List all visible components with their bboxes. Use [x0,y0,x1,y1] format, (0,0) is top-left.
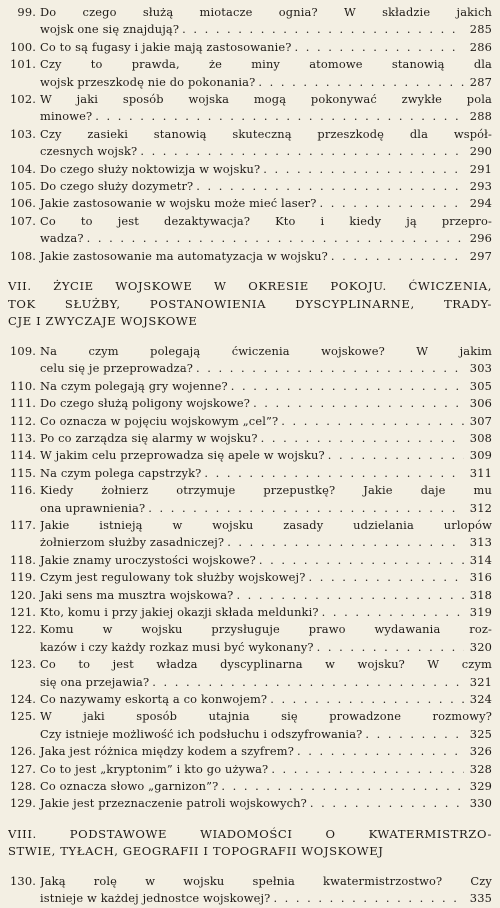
entry-body [40,395,492,412]
entry-text-line: żołnierzom służby zasadniczej? [40,535,225,550]
entry-number: 99. [17,5,36,19]
entry-body [40,126,492,161]
entry-text-line: Czym jest regulowany tok służby wojskowej? [40,570,306,585]
entry-number: 117. [10,517,36,532]
dot-leader [319,604,464,621]
entry-text-line: kazów i czy każdy rozkaz musi być wykonany? [40,639,314,654]
toc-entry [6,708,492,743]
section-heading [6,826,492,861]
entry-last-line [40,74,492,91]
entry-text-line: Jakie istnieją w wojsku zasady udzielania urlopów [40,517,492,532]
entry-text-line: czesnych wojsk? [40,144,138,159]
entry-body [40,378,492,395]
entry-page-number: 307 [469,413,492,428]
entry-text-line: Co nazywamy eskortą a co konwojem? [40,692,268,706]
entry-page-number: 288 [469,109,492,124]
entry-text-line: Co to jest władza dyscyplinarna w wojsku? W czym [40,657,492,672]
dot-leader [258,430,464,447]
entry-last-line [40,534,492,551]
entry-last-line [40,890,492,907]
entry-last-line [40,413,492,430]
entry-text-line: minowe? [40,109,93,124]
entry-number: 125. [10,709,36,724]
section-heading-line: VII. ŻYCIE WOJSKOWE W OKRESIE POKOJU. ĆWICZENIA, [8,279,492,294]
section-heading-line: TOK SŁUŻBY, POSTANOWIENIA DYSCYPLINARNE, TRADY- [8,296,492,311]
entry-page-number: 318 [469,587,492,602]
entry-text-line: W jakim celu przeprowadza się apele w wojsku? [40,448,325,463]
entry-text-line: Czy zasieki stanowią skuteczną przeszkodę dla współ- [40,126,492,141]
entry-number: 118. [10,552,36,567]
entry-page-number: 291 [469,161,492,176]
dot-leader [268,761,464,778]
toc-entry [6,56,492,91]
entry-body [40,743,492,760]
entry-last-line [40,465,492,482]
entry-text-line: Jakie zastosowanie ma automatyzacja w wojsku? [40,248,328,263]
entry-body [40,587,492,604]
entry-last-line [40,378,492,395]
entry-body [40,708,492,743]
entry-text-line: wadza? [40,231,84,246]
toc-entry [6,413,492,430]
entry-number: 111. [10,396,36,411]
entry-page-number: 316 [469,570,492,585]
toc-entry [6,378,492,395]
dot-leader [307,795,464,812]
toc-entry [6,4,492,39]
dot-leader [149,674,464,691]
toc-entry [6,517,492,552]
entry-text-line: Na czym polegają ćwiczenia wojskowe? W jakim [40,343,492,358]
toc-entry [6,795,492,812]
section-heading-line: STWIE, TYŁACH, GEOGRAFII I TOPOGRAFII WOJSKOWEJ [8,844,384,859]
entry-text-line: Do czego służą poligony wojskowe? [40,396,251,411]
section-heading-line: CJE I ZWYCZAJE WOJSKOWE [8,314,198,329]
entry-body [40,778,492,795]
entry-text-line: Komu w wojsku przysługuje prawo wydawania roz- [40,622,492,637]
toc-section [6,4,492,265]
dot-leader [317,195,464,212]
entry-last-line [40,726,492,743]
dot-leader [233,587,464,604]
entry-number: 121. [10,604,36,619]
toc-entry [6,761,492,778]
entry-number: 115. [10,465,36,480]
entry-number: 128. [10,779,36,794]
toc-entry [6,248,492,265]
entry-number: 112. [10,413,36,428]
dot-leader [92,108,464,125]
entry-last-line [40,143,492,160]
entry-last-line [40,761,492,778]
dot-leader [193,360,464,377]
entry-page-number: 296 [469,231,492,246]
entry-last-line [40,569,492,586]
entry-last-line [40,587,492,604]
entry-text-line: ona uprawnienia? [40,500,146,515]
entry-body [40,482,492,517]
entry-text-line: Czy to prawda, że miny atomowe stanowią dla [40,57,492,72]
entry-last-line [40,178,492,195]
entry-text-line: Co to jest dezaktywacja? Kto i kiedy ją przepro- [40,213,492,228]
entry-page-number: 308 [469,430,492,445]
toc-entry [6,126,492,161]
entry-page-number: 287 [469,74,492,89]
entry-text-line: Do czego służy noktowizja w wojsku? [40,161,261,176]
entry-number: 105. [10,179,36,194]
entry-body [40,178,492,195]
toc-entry [6,161,492,178]
entry-number: 124. [10,692,36,706]
entry-number: 102. [10,92,36,107]
entry-page-number: 330 [469,796,492,811]
entry-text-line: się ona przejawia? [40,674,150,689]
entry-body [40,656,492,691]
entry-text-line: Do czego służy dozymetr? [40,179,194,194]
dot-leader [179,21,464,38]
entry-body [40,413,492,430]
dot-leader [270,890,464,907]
toc-entry [6,621,492,656]
entry-body [40,4,492,39]
entry-page-number: 325 [469,726,492,741]
entry-text-line: Co oznacza słowo „garnizon”? [40,779,219,794]
entry-page-number: 290 [469,144,492,159]
dot-leader [267,691,464,708]
toc-entry [6,569,492,586]
entry-body [40,604,492,621]
entry-number: 101. [10,57,36,72]
entry-number: 122. [10,622,36,637]
entry-text-line: W jaki sposób utajnia się prowadzone rozmowy? [40,709,492,724]
entry-number: 130. [10,874,36,889]
dot-leader [260,161,464,178]
entry-number: 107. [10,213,36,228]
entry-page-number: 294 [469,196,492,211]
dot-leader [278,413,464,430]
toc-entry [6,873,492,908]
entry-text-line: Jaka jest różnica między kodem a szyfrem? [40,744,294,759]
dot-leader [193,178,464,195]
entry-page-number: 312 [469,500,492,515]
entry-body [40,569,492,586]
entry-text-line: Co to są fugasy i jakie mają zastosowanie? [40,39,292,54]
entry-last-line [40,778,492,795]
dot-leader [256,552,464,569]
entry-number: 109. [10,343,36,358]
entry-text-line: Czy istnieje możliwość ich podsłuchu i odszyfrowania? [40,726,363,741]
toc-entry [6,482,492,517]
entry-last-line [40,795,492,812]
entry-last-line [40,552,492,569]
toc-section [6,278,492,813]
entry-body [40,213,492,248]
dot-leader [328,248,464,265]
toc-entry [6,395,492,412]
entry-last-line [40,195,492,212]
entry-text-line: Do czego służą miotacze ognia? W składzie jakich [40,5,492,19]
entry-number: 113. [10,430,36,445]
entry-page-number: 311 [469,465,492,480]
entry-number: 110. [10,378,36,393]
entry-last-line [40,691,492,708]
entry-page-number: 329 [469,779,492,794]
entry-text-line: Na czym polega capstrzyk? [40,465,202,480]
entry-page-number: 335 [469,891,492,906]
toc-entry [6,430,492,447]
entry-number: 126. [10,744,36,759]
dot-leader [325,447,464,464]
dot-leader [292,39,464,56]
toc-entry [6,213,492,248]
entry-last-line [40,21,492,38]
entry-page-number: 328 [469,761,492,776]
dot-leader [314,639,464,656]
entry-last-line [40,500,492,517]
entry-number: 104. [10,161,36,176]
dot-leader [224,534,464,551]
toc-entry [6,604,492,621]
entry-body [40,343,492,378]
dot-leader [294,743,464,760]
entry-page-number: 320 [469,639,492,654]
toc-entry [6,447,492,464]
entry-body [40,39,492,56]
entry-text-line: W jaki sposób wojska mogą pokonywać zwykłe pola [40,92,492,107]
section-heading [6,278,492,331]
entry-last-line [40,248,492,265]
entry-text-line: Jaką rolę w wojsku spełnia kwatermistrzostwo? Czy [40,874,492,889]
entry-number: 103. [10,126,36,141]
entry-body [40,56,492,91]
entry-last-line [40,395,492,412]
entry-page-number: 305 [469,378,492,393]
toc-entry [6,343,492,378]
entry-body [40,447,492,464]
entry-last-line [40,230,492,247]
entry-last-line [40,639,492,656]
entry-page-number: 303 [469,361,492,376]
entry-number: 106. [10,196,36,211]
dot-leader [228,378,464,395]
dot-leader [145,500,464,517]
entry-page-number: 306 [469,396,492,411]
entry-last-line [40,39,492,56]
entry-last-line [40,430,492,447]
entry-text-line: Po co zarządza się alarmy w wojsku? [40,430,258,445]
entry-number: 129. [10,796,36,811]
entry-text-line: wojsk przeszkodę nie do pokonania? [40,74,256,89]
dot-leader [84,230,464,247]
toc-entry [6,552,492,569]
entry-last-line [40,674,492,691]
dot-leader [218,778,464,795]
entry-page-number: 314 [469,552,492,567]
entry-text-line: Jakie zastosowanie w wojsku może mieć laser? [40,196,317,211]
entry-text-line: Kiedy żołnierz otrzymuje przepustkę? Jakie daje mu [40,483,492,498]
entry-number: 127. [10,761,36,776]
entry-text-line: Jakie jest przeznaczenie patroli wojskowych? [40,796,307,811]
entry-page-number: 313 [469,535,492,550]
toc-entry [6,656,492,691]
toc-section [6,826,492,908]
toc-entry [6,691,492,708]
dot-leader [362,726,464,743]
entry-body [40,552,492,569]
toc-entry [6,743,492,760]
dot-leader [250,395,464,412]
entry-last-line [40,161,492,178]
entry-body [40,795,492,812]
entry-text-line: Jaki sens ma musztra wojskowa? [40,587,234,602]
dot-leader [137,143,464,160]
toc-entry [6,178,492,195]
entry-body [40,873,492,908]
entry-number: 119. [10,570,36,585]
toc-entry [6,195,492,212]
entry-number: 123. [10,657,36,672]
entry-body [40,621,492,656]
entry-page-number: 324 [469,692,492,706]
entry-page-number: 286 [469,39,492,54]
toc-entry [6,587,492,604]
entry-body [40,761,492,778]
entry-body [40,248,492,265]
entry-page-number: 309 [469,448,492,463]
entry-page-number: 319 [469,604,492,619]
entry-last-line [40,447,492,464]
entry-body [40,691,492,708]
entry-number: 108. [10,248,36,263]
entry-page-number: 297 [469,248,492,263]
dot-leader [306,569,465,586]
dot-leader [255,74,464,91]
entry-text-line: Na czym polegają gry wojenne? [40,378,228,393]
toc-entry [6,778,492,795]
entry-number: 100. [10,39,36,54]
entry-text-line: Kto, komu i przy jakiej okazji składa meldunki? [40,604,319,619]
entry-page-number: 293 [469,179,492,194]
section-heading-line: VIII. PODSTAWOWE WIADOMOŚCI O KWATERMISTRZO- [8,826,492,841]
entry-number: 114. [10,448,36,463]
entry-body [40,465,492,482]
entry-text-line: Jakie znamy uroczystości wojskowe? [40,552,256,567]
entry-text-line: istnieje w każdej jednostce wojskowej? [40,891,271,906]
entry-last-line [40,108,492,125]
entry-body [40,161,492,178]
entry-last-line [40,743,492,760]
entry-body [40,195,492,212]
entry-text-line: celu się je przeprowadza? [40,361,194,376]
entry-number: 120. [10,587,36,602]
entry-page-number: 326 [469,744,492,759]
entry-last-line [40,360,492,377]
entry-body [40,430,492,447]
entry-page-number: 285 [469,22,492,37]
entry-body [40,517,492,552]
toc-entry [6,39,492,56]
dot-leader [201,465,464,482]
entry-number: 116. [10,483,36,498]
entry-text-line: Co to jest „kryptonim” i kto go używa? [40,761,269,776]
entry-text-line: Co oznacza w pojęciu wojskowym „cel”? [40,413,279,428]
entry-last-line [40,604,492,621]
entry-text-line: wojsk one się znajdują? [40,22,180,37]
entry-body [40,91,492,126]
toc-entry [6,91,492,126]
toc-entry [6,465,492,482]
entry-page-number: 321 [469,674,492,689]
